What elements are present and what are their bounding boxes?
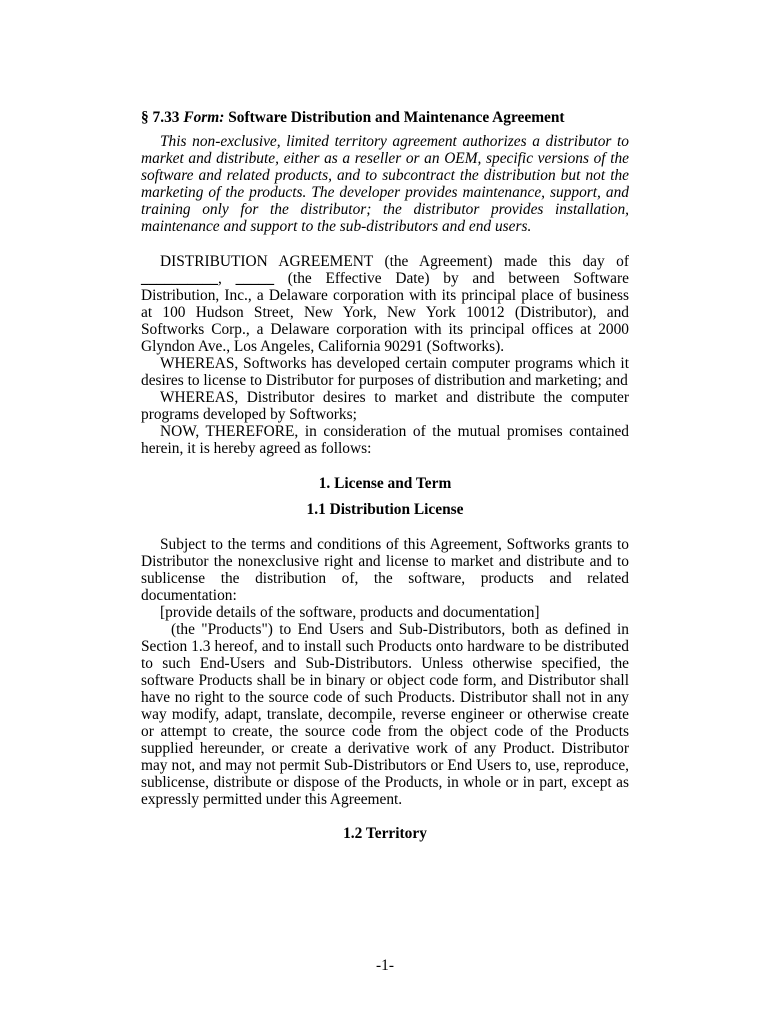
subsection-heading: 1.1 Distribution License — [306, 501, 464, 518]
year-blank: _____ — [235, 270, 275, 287]
spacer — [141, 235, 629, 253]
title-text: Software Distribution and Maintenance Agreement — [228, 109, 565, 126]
agreement-summary: This non-exclusive, limited territory agreement authorizes a distributor to market and distribute, either as a reseller or an OEM, specific versions of the software and related products, and to subcontract the distribution but not the marketing of the products. The developer provides maintenance, support, and training only for the distributor; the distributor provides installation, maintenance and support to the sub-distributors and end users. — [141, 133, 629, 235]
recital-paragraph: NOW, THEREFORE, in consideration of the mutual promises contained herein, it is hereby agreed as follows: — [141, 423, 629, 457]
form-label: Form: — [183, 109, 225, 126]
spacer — [141, 492, 629, 501]
preamble-opening: DISTRIBUTION AGREEMENT (the Agreement) made this day of — [160, 253, 629, 270]
page-number: -1- — [376, 957, 394, 974]
document-title — [141, 109, 629, 126]
blank-separator: , — [217, 270, 222, 287]
spacer — [141, 518, 629, 536]
recital-paragraph: WHEREAS, Distributor desires to market and distribute the computer programs developed by Softworks; — [141, 389, 629, 423]
date-blank: __________ — [141, 270, 218, 287]
document-page — [141, 109, 629, 842]
license-paragraph: (the "Products") to End Users and Sub-Distributors, both as defined in Section 1.3 hereof, and to install such Products onto hardware to be distributed to such End-Users and Sub-Distributors. Unless otherwise specified, the software Products shall be in binary or object code form, and Distributor shall have no right to the source code of such Products. Distributor shall not in any way modify, adapt, translate, decompile, reverse engineer or otherwise create or attempt to create, the source code from the object code of the Products supplied hereunder, or create a derivative work of any Product. Distributor may not, and may not permit Sub-Distributors or End Users to, use, reproduce, sublicense, distribute or dispose of the Products, in whole or in part, except as expressly permitted under this Agreement. — [141, 621, 629, 808]
license-paragraph: Subject to the terms and conditions of this Agreement, Softworks grants to Distributor the nonexclusive right and license to market and distribute and to sublicense the distribution of, the software, products and related documentation: — [141, 536, 629, 604]
subsection-heading: 1.2 Territory — [343, 825, 427, 842]
spacer — [141, 457, 629, 475]
section-heading: 1. License and Term — [318, 475, 452, 492]
software-details-placeholder: [provide details of the software, products and documentation] — [160, 604, 540, 621]
recital-paragraph: WHEREAS, Softworks has developed certain computer programs which it desires to license to Distributor for purposes of distribution and marketing; and — [141, 355, 629, 389]
preamble-rest: (the Effective Date) by and between Software Distribution, Inc., a Delaware corporation with its principal place of business at 100 Hudson Street, New York, New York 10012 (Distributor), and Softworks Corp., a Delaware corporation with its principal offices at 2000 Glyndon Ave., Los Angeles, California 90291 (Softworks). — [141, 270, 629, 355]
spacer — [141, 808, 629, 825]
preamble-paragraph — [141, 253, 629, 355]
section-number: § 7.33 — [141, 109, 180, 126]
